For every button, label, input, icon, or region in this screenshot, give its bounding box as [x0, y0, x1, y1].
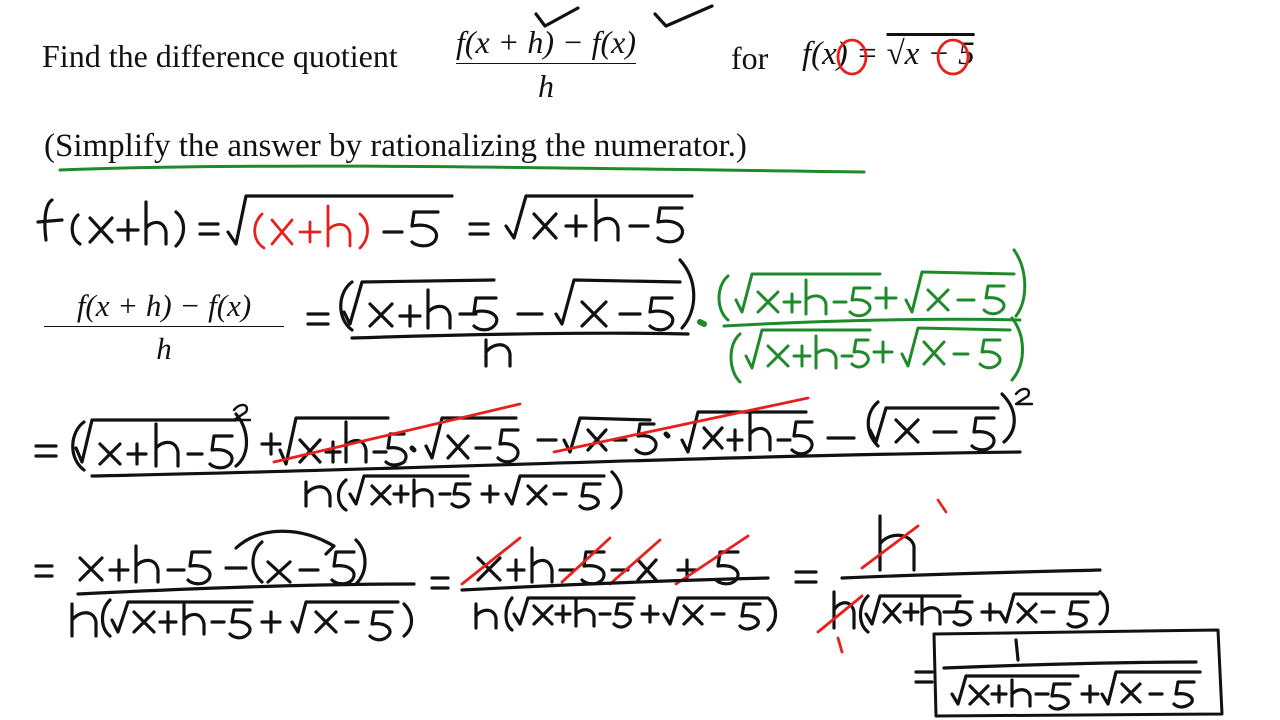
line-simplify	[36, 500, 1222, 716]
dq-denominator: h	[538, 68, 554, 104]
function-rhs: √x − 5	[886, 36, 975, 72]
check-mark-1	[536, 8, 578, 26]
function-lhs: f(x) =	[802, 36, 887, 72]
work-dq-denominator: h	[156, 331, 172, 366]
check-mark-2	[655, 6, 712, 26]
for-word: for	[731, 40, 769, 76]
green-underline	[60, 166, 864, 172]
line-expanded	[36, 389, 1032, 510]
line-f-of-x-plus-h	[38, 196, 692, 248]
work-dq-numerator: f(x + h) − f(x)	[76, 288, 252, 323]
red-circle-x-1	[838, 40, 866, 74]
problem-instruction: (Simplify the answer by rationalizing the numerator.)	[44, 128, 747, 164]
red-circle-x-2	[938, 40, 968, 74]
dq-numerator: f(x + h) − f(x)	[456, 24, 636, 60]
line-substitution	[308, 250, 1025, 382]
problem-prompt: Find the difference quotient	[42, 38, 398, 74]
